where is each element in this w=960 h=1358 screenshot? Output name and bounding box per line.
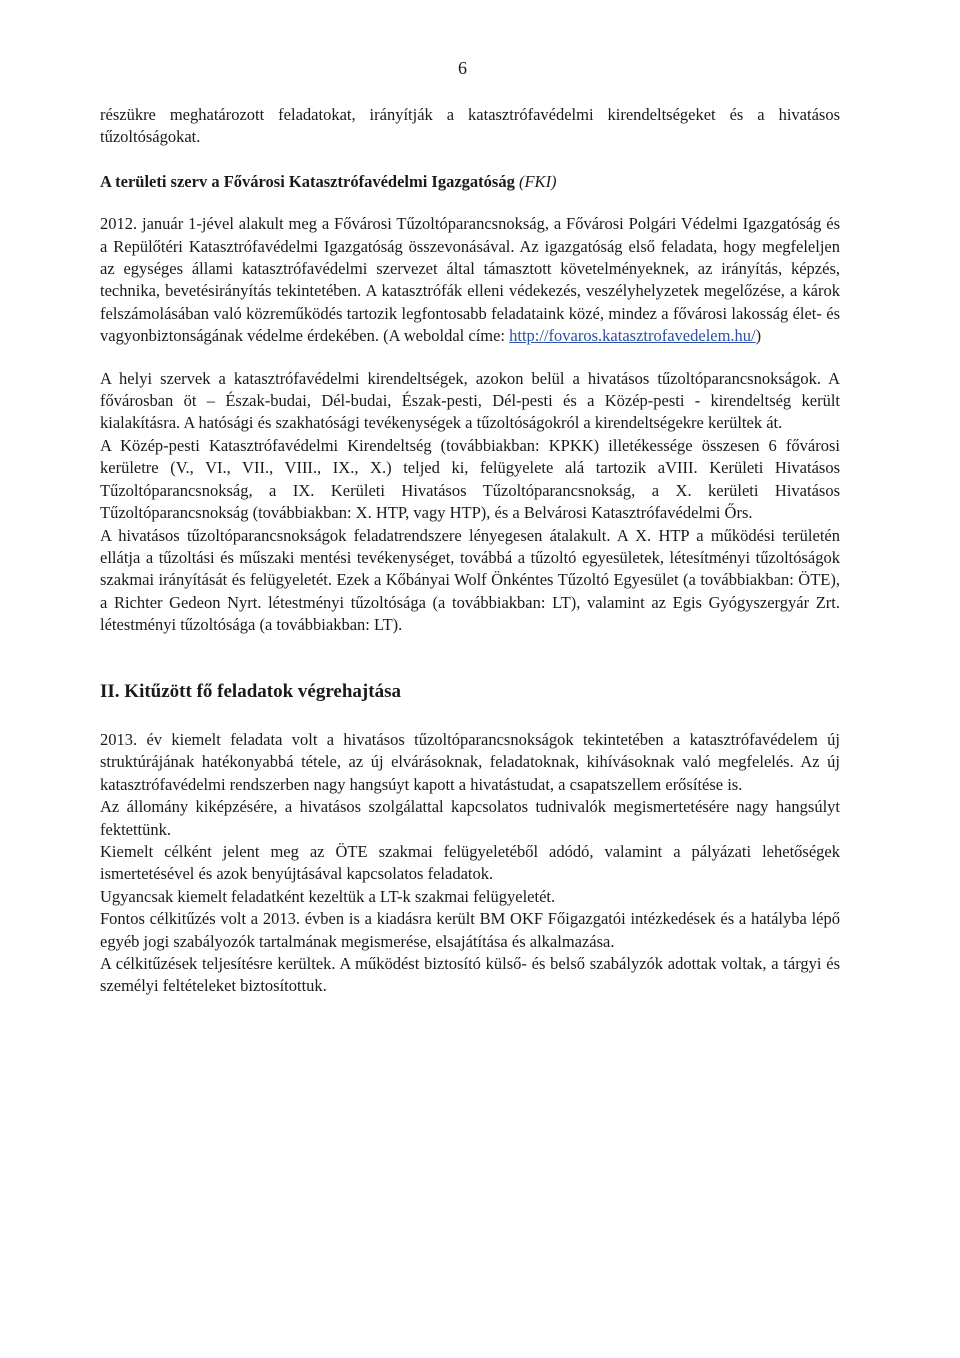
page-number: 6 xyxy=(458,58,467,78)
fki-paragraph-text: 2012. január 1-jével alakult meg a Fővárosi Tűzoltóparancsnokság, a Fővárosi Polgári Védelmi Igazgatóság és a Repülőtéri Katasztrófavédelmi Igazgatóság összevonásával. Az igazgatóság első feladata, hogy megfeleljen az egységes állami katasztrófavédelmi szervezet által támasztott követelményeknek, az irányítás, képzés, technika, bevetésirányítás tekintetében. A katasztrófák elleni védekezés, veszélyhelyzetek megelőzése, a károk felszámolásában való közreműködés tartozik legfontosabb feladataink közé, mindez a fővárosi lakosság élet- és vagyonbiztonságának védelme érdekében. (A weboldal címe: xyxy=(100,214,840,346)
section-heading-fki xyxy=(100,171,840,193)
task-paragraph: Az állomány kiképzésére, a hivatásos szolgálattal kapcsolatos tudnivalók megismertetésére nagy hangsúlyt fektettünk. xyxy=(100,797,840,839)
chapter-title: II. Kitűzött fő feladatok végrehajtása xyxy=(100,680,401,702)
fki-paragraph-close: ) xyxy=(755,326,762,346)
website-link[interactable]: http://fovaros.katasztrofavedelem.hu/ xyxy=(509,326,756,346)
task-paragraph: A célkitűzések teljesítésre kerültek. A működést biztosító külső- és belső szabályzók adottak voltak, a tárgyi és személyi feltételeket biztosítottuk. xyxy=(100,954,840,996)
kpkk-paragraph: A Közép-pesti Katasztrófavédelmi Kirendeltség (továbbiakban: KPKK) illetékessége összesen 6 fővárosi kerületre (V., VI., VII., VIII., IX., X.) teljed ki, felügyelete alá tartozik aVIII. Kerületi Hivatásos Tűzoltóparancsnokság, a IX. Kerületi Hivatásos Tűzoltóparancsnokság, a X. kerületi Hivatásos Tűzoltóparancsnokság (továbbiakban: X. HTP, vagy HTP), és a Belvárosi Katasztrófavédelmi Őrs. xyxy=(100,435,840,523)
section-heading-title: A területi szerv a Fővárosi Katasztrófavédelmi Igazgatóság xyxy=(100,171,515,191)
section-heading-abbr: (FKI) xyxy=(518,171,557,191)
task-paragraph: Kiemelt célként jelent meg az ÖTE szakmai felügyeletéből adódó, valamint a pályázati lehetőségek ismertetésével és azok benyújtásával kapcsolatos feladatok. xyxy=(100,841,840,884)
fki-paragraph xyxy=(100,213,840,347)
task-paragraph: Fontos célkitűzés volt a 2013. évben is a kiadásra került BM OKF Főigazgatói intézkedések és a hatályba lépő egyéb jogi szabályozók tartalmának megismerése, elsajátítása és alkalmazása. xyxy=(100,909,840,951)
task-paragraph: 2013. év kiemelt feladata volt a hivatásos tűzoltóparancsnokságok tekintetében a katasztrófavédelem új struktúrájának hatékonyabbá tétele, az új elvárásoknak, feladatoknak, kihívásoknak való megfelelés. Az új katasztrófavédelmi rendszerben nagy hangsúyt kapott a hivatástudat, a csapatszellem erősítése is. xyxy=(100,729,840,794)
intro-paragraph: részükre meghatározott feladatokat, irányítják a katasztrófavédelmi kirendeltségeket és a hivatásos tűzoltóságokat. xyxy=(100,105,840,147)
page-content xyxy=(100,104,840,998)
task-paragraph: Ugyancsak kiemelt feladatként kezeltük a LT-k szakmai felügyeletét. xyxy=(100,886,556,906)
local-bodies-paragraph: A helyi szervek a katasztrófavédelmi kirendeltségek, azokon belül a hivatásos tűzoltóparancsnokságok. A fővárosban öt – Észak-budai, Dél-budai, Észak-pesti, Dél-pesti és a Közép-pesti - kirendeltség került kialakításra. A hatósági és szakhatósági tevékenységek a tűzoltóságokról a kirendeltségekre kerültek át. xyxy=(100,368,840,433)
htp-paragraph: A hivatásos tűzoltóparancsnokságok feladatrendszere lényegesen átalakult. A X. HTP a működési területén ellátja a tűzoltási és műszaki mentési tevékenységet, továbbá a tűzoltó egyesületek, létesítményi tűzoltóságok szakmai irányítását és felügyeletét. Ezek a Kőbányai Wolf Önkéntes Tűzoltó Egyesület (a továbbiakban: ÖTE), a Richter Gedeon Nyrt. létestményi tűzoltósága (a továbbiakban: LT), valamint az Egis Gyógyszergyár Zrt. létestményi tűzoltósága (a továbbiakban: LT). xyxy=(100,525,840,635)
